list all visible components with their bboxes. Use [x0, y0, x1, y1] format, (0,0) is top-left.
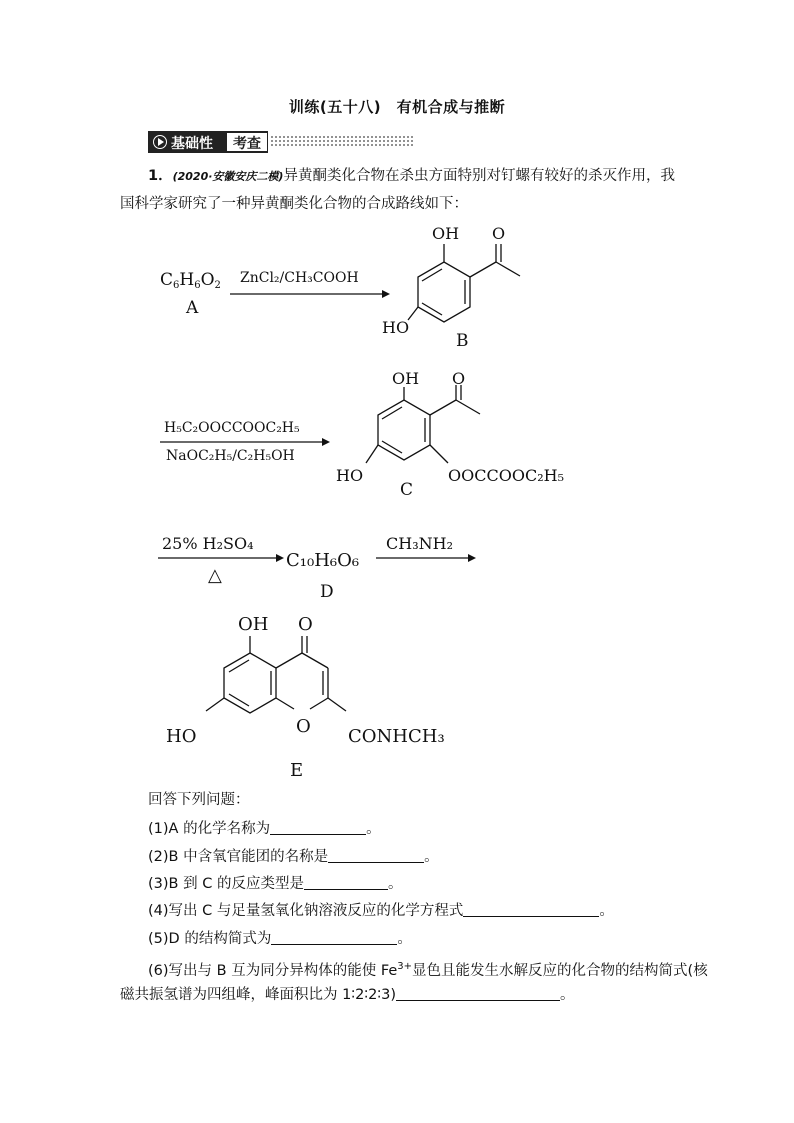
- answer-blank-3[interactable]: [304, 875, 388, 890]
- reagent-3-top: 25% H₂SO₄: [162, 534, 254, 553]
- e-o-ketone-label: O: [298, 614, 313, 635]
- compound-d-formula: C₁₀H₆O₆: [286, 550, 360, 571]
- compound-e-structure: [160, 608, 480, 758]
- e-ho-label: HO: [166, 726, 197, 747]
- e-o-ring-label: O: [296, 716, 311, 737]
- question-3-line: (3)B 到 C 的反应类型是 。: [148, 876, 403, 892]
- c-oh-label: OH: [392, 369, 420, 388]
- reagent-2-bottom: NaOC₂H₅/C₂H₅OH: [166, 448, 295, 464]
- question-source: (2020·安徽安庆二模): [172, 170, 284, 183]
- e-oh-label: OH: [238, 614, 269, 635]
- answer-blank-5[interactable]: [271, 930, 397, 945]
- banner-box: [148, 131, 268, 153]
- compound-a-label: A: [186, 298, 199, 318]
- compound-c-structure: [330, 365, 590, 495]
- compound-b-structure: [380, 220, 560, 355]
- question-6-line2: 磁共振氢谱为四组峰，峰面积比为 1∶2∶2∶3) 。: [120, 987, 575, 1003]
- question-number: 1．: [148, 168, 173, 184]
- question-1-intro: [148, 166, 675, 187]
- reaction-arrow-1: [230, 288, 390, 300]
- compound-a-formula: $C_6H_6O_2$: [160, 270, 221, 291]
- answer-blank-6[interactable]: [396, 986, 560, 1001]
- play-icon: [153, 135, 167, 149]
- compound-c-label: C: [400, 480, 414, 500]
- reagent-3-bottom: △: [208, 565, 222, 586]
- compound-d-label: D: [320, 582, 334, 602]
- question-5-line: (5)D 的结构简式为 。: [148, 931, 412, 947]
- reaction-arrow-4: [376, 552, 476, 564]
- answer-blank-1[interactable]: [270, 820, 366, 835]
- answer-blank-4[interactable]: [463, 902, 599, 917]
- reagent-2-top: H₅C₂OOCCOOC₂H₅: [164, 420, 300, 436]
- question-intro-line1: 异黄酮类化合物在杀虫方面特别对钉螺有较好的杀灭作用，我: [283, 168, 675, 184]
- section-banner: [148, 131, 413, 153]
- b-ho-label: HO: [382, 318, 410, 337]
- question-1-intro-line2: 国科学家研究了一种异黄酮类化合物的合成路线如下：: [120, 196, 468, 212]
- question-1-line: (1)A 的化学名称为 。: [148, 821, 381, 837]
- e-amide-label: CONHCH₃: [348, 726, 445, 747]
- c-ho-label: HO: [336, 466, 364, 485]
- answer-blank-2[interactable]: [328, 848, 424, 863]
- question-4-line: (4)写出 C 与足量氢氧化钠溶液反应的化学方程式 。: [148, 903, 614, 919]
- answer-intro: 回答下列问题：: [148, 792, 250, 808]
- c-ester-label: OOCCOOC₂H₅: [448, 466, 564, 485]
- banner-label-basic: 基础性: [171, 136, 213, 152]
- page-title: 训练(五十八) 有机合成与推断: [288, 98, 506, 116]
- c-o-label: O: [452, 369, 466, 388]
- compound-e-label: E: [290, 760, 304, 781]
- question-2-line: (2)B 中含氧官能团的名称是 。: [148, 849, 439, 865]
- banner-dots: [270, 135, 413, 147]
- question-6-line1: (6)写出与 B 互为同分异构体的能使 $Fe^{3+}$显色且能发生水解反应的化合物的结构简式(核: [148, 961, 708, 979]
- b-o-label: O: [492, 224, 506, 243]
- reagent-1: ZnCl₂/CH₃COOH: [240, 270, 359, 286]
- reaction-arrow-3: [158, 552, 284, 564]
- reagent-4: CH₃NH₂: [386, 534, 453, 553]
- reaction-arrow-2: [160, 436, 330, 448]
- banner-label-exam: 考查: [227, 133, 267, 151]
- b-oh-label: OH: [432, 224, 460, 243]
- compound-b-label: B: [456, 331, 469, 351]
